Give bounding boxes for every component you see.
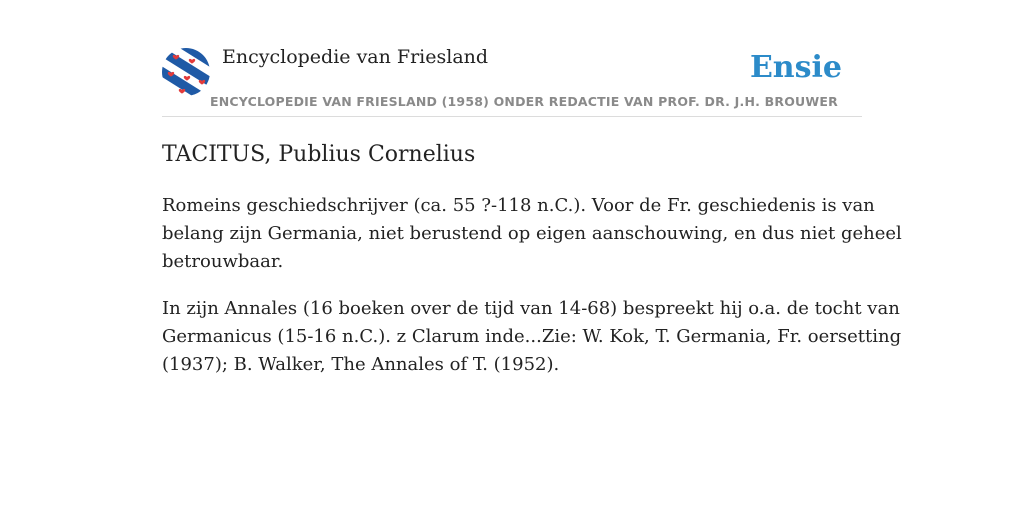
entry-title: TACITUS, Publius Cornelius — [162, 142, 476, 167]
paragraph-line: Germanicus (15-16 n.C.). z Clarum inde...Zie: W. Kok, T. Germania, Fr. oersetting — [162, 326, 902, 347]
ensie-brand-link[interactable]: Ensie — [749, 50, 842, 85]
article — [162, 140, 902, 379]
paragraph-line: betrouwbaar. — [162, 251, 284, 272]
site-title[interactable]: Encyclopedie van Friesland — [222, 46, 489, 68]
article-paragraph — [162, 192, 902, 276]
site-header — [162, 44, 862, 117]
paragraph-line: Romeins geschiedschrijver (ca. 55 ?-118 n.C.). Voor de Fr. geschiedenis is van — [162, 195, 875, 216]
frisian-flag-icon[interactable] — [162, 48, 210, 96]
paragraph-line: belang zijn Germania, niet berustend op eigen aanschouwing, en dus niet geheel — [162, 223, 902, 244]
article-paragraph — [162, 295, 902, 379]
paragraph-line: In zijn Annales (16 boeken over de tijd van 14-68) bespreekt hij o.a. de tocht van — [162, 298, 900, 319]
encyclopedia-subtitle: ENCYCLOPEDIE VAN FRIESLAND (1958) ONDER REDACTIE VAN PROF. DR. J.H. BROUWER — [210, 94, 838, 109]
paragraph-line: (1937); B. Walker, The Annales of T. (1952). — [162, 354, 560, 375]
